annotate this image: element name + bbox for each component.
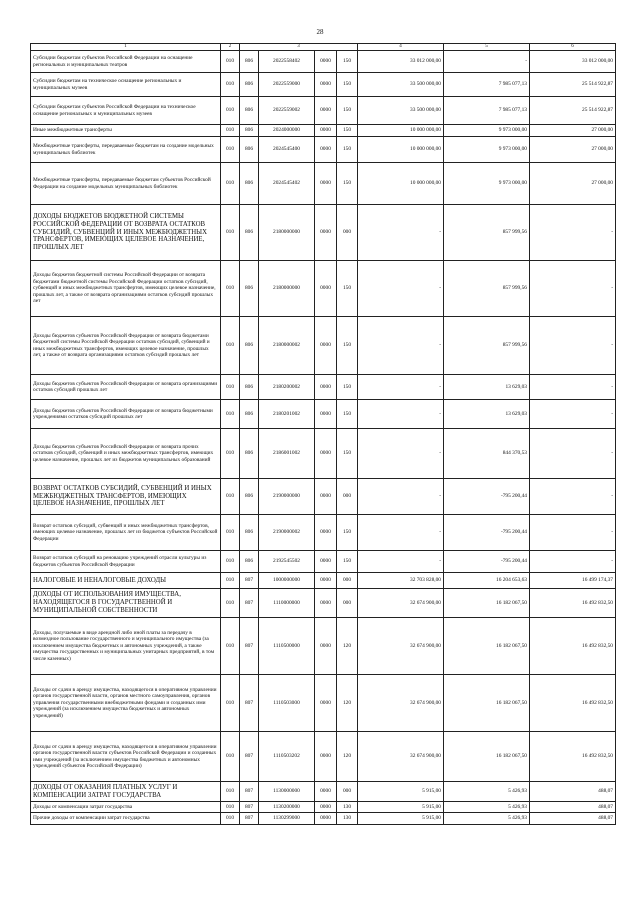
revenue-code-cell: 2180200002 <box>259 375 315 400</box>
table-row <box>31 375 616 400</box>
admin-code-cell: 806 <box>240 73 259 97</box>
table-row <box>31 618 616 675</box>
admin-code-cell: 807 <box>240 589 259 618</box>
executed-amount-cell: 5 426,93 <box>444 782 530 802</box>
revenue-code-cell: 2022558402 <box>259 51 315 73</box>
admin-code-cell: 806 <box>240 137 259 163</box>
subtype-code-cell: 150 <box>337 429 358 479</box>
subtype-code-cell: 000 <box>337 479 358 515</box>
unexecuted-amount-cell: - <box>530 479 616 515</box>
program-code-cell: 0000 <box>315 479 337 515</box>
subtype-code-cell: 150 <box>337 163 358 205</box>
row-name-cell: Межбюджетные трансферты, передаваемые бюджетам субъектов Российской Федерации на создание модельных муниципальных библиотек <box>31 163 221 205</box>
program-code-cell: 0000 <box>315 675 337 732</box>
unexecuted-amount-cell: - <box>530 429 616 479</box>
code-col-2-cell: 010 <box>221 782 240 802</box>
admin-code-cell: 806 <box>240 261 259 317</box>
column-number-cell: 3 <box>240 44 358 51</box>
approved-amount-cell: - <box>358 479 444 515</box>
executed-amount-cell: 857 999,56 <box>444 205 530 261</box>
admin-code-cell: 806 <box>240 317 259 375</box>
unexecuted-amount-cell: 488,07 <box>530 802 616 813</box>
code-col-2-cell: 010 <box>221 589 240 618</box>
code-col-2-cell: 010 <box>221 375 240 400</box>
unexecuted-amount-cell: - <box>530 317 616 375</box>
program-code-cell: 0000 <box>315 205 337 261</box>
subtype-code-cell: 120 <box>337 618 358 675</box>
program-code-cell: 0000 <box>315 400 337 429</box>
page-number: 28 <box>316 28 324 36</box>
column-number-cell: 5 <box>444 44 530 51</box>
row-name-cell: Межбюджетные трансферты, передаваемые бюджетам на создание модельных муниципальных библиотек <box>31 137 221 163</box>
executed-amount-cell: 5 426,93 <box>444 813 530 825</box>
approved-amount-cell: 32 674 900,00 <box>358 675 444 732</box>
unexecuted-amount-cell: 27 000,00 <box>530 137 616 163</box>
approved-amount-cell: - <box>358 429 444 479</box>
program-code-cell: 0000 <box>315 137 337 163</box>
subtype-code-cell: 150 <box>337 125 358 137</box>
revenue-code-cell: 2022559000 <box>259 73 315 97</box>
revenue-code-cell: 2022559002 <box>259 97 315 125</box>
admin-code-cell: 807 <box>240 813 259 825</box>
revenue-table <box>30 43 616 825</box>
program-code-cell: 0000 <box>315 813 337 825</box>
unexecuted-amount-cell: 16 492 832,50 <box>530 732 616 782</box>
table-row <box>31 73 616 97</box>
unexecuted-amount-cell: 488,07 <box>530 813 616 825</box>
code-col-2-cell: 010 <box>221 73 240 97</box>
table-row <box>31 163 616 205</box>
row-name-cell: ДОХОДЫ ОТ ИСПОЛЬЗОВАНИЯ ИМУЩЕСТВА, НАХОДЯЩЕГОСЯ В ГОСУДАРСТВЕННОЙ И МУНИЦИПАЛЬНОЙ СОБСТВЕННОСТИ <box>31 589 221 618</box>
row-name-cell: Субсидии бюджетам субъектов Российской Федерации на оснащение региональных и муниципальных театров <box>31 51 221 73</box>
admin-code-cell: 806 <box>240 515 259 551</box>
executed-amount-cell: 13 629,03 <box>444 375 530 400</box>
approved-amount-cell: - <box>358 205 444 261</box>
program-code-cell: 0000 <box>315 125 337 137</box>
admin-code-cell: 807 <box>240 573 259 589</box>
approved-amount-cell: 10 000 000,00 <box>358 137 444 163</box>
row-name-cell: Доходы бюджетов бюджетной системы Российской Федерации от возврата бюджетами бюджетной системы Российской Федерации остатков субсидий, субвенций и иных межбюджетных трансфертов, имеющих целевое назначение, прошлых лет, а также от возврата организациями остатков субсидий прошлых лет <box>31 261 221 317</box>
code-col-2-cell: 010 <box>221 618 240 675</box>
executed-amount-cell: 7 985 077,13 <box>444 73 530 97</box>
table-row <box>31 317 616 375</box>
unexecuted-amount-cell: 25 514 922,87 <box>530 97 616 125</box>
admin-code-cell: 806 <box>240 205 259 261</box>
code-col-2-cell: 010 <box>221 125 240 137</box>
subtype-code-cell: 150 <box>337 515 358 551</box>
executed-amount-cell: 16 182 067,50 <box>444 732 530 782</box>
program-code-cell: 0000 <box>315 163 337 205</box>
code-col-2-cell: 010 <box>221 97 240 125</box>
table-row <box>31 400 616 429</box>
code-col-2-cell: 010 <box>221 802 240 813</box>
executed-amount-cell: -795 200,44 <box>444 551 530 573</box>
row-name-cell: Доходы от сдачи в аренду имущества, находящегося в оперативном управлении органов государственной власти, органов местного самоуправления, органов управления государственными внебюджетными фондами и созданных ими учреждений (за исключением имущества бюджетных и автономных учреждений) <box>31 675 221 732</box>
table-row <box>31 429 616 479</box>
executed-amount-cell: 9 973 000,00 <box>444 163 530 205</box>
revenue-code-cell: 2180000002 <box>259 317 315 375</box>
code-col-2-cell: 010 <box>221 573 240 589</box>
executed-amount-cell: -795 200,44 <box>444 515 530 551</box>
admin-code-cell: 806 <box>240 429 259 479</box>
program-code-cell: 0000 <box>315 97 337 125</box>
revenue-code-cell: 2024545400 <box>259 137 315 163</box>
table-row <box>31 97 616 125</box>
approved-amount-cell: 33 500 000,00 <box>358 73 444 97</box>
column-number-cell: 4 <box>358 44 444 51</box>
unexecuted-amount-cell: 16 492 832,50 <box>530 675 616 732</box>
unexecuted-amount-cell: - <box>530 261 616 317</box>
program-code-cell: 0000 <box>315 375 337 400</box>
unexecuted-amount-cell: 488,07 <box>530 782 616 802</box>
subtype-code-cell: 150 <box>337 137 358 163</box>
row-name-cell: ВОЗВРАТ ОСТАТКОВ СУБСИДИЙ, СУБВЕНЦИЙ И ИНЫХ МЕЖБЮДЖЕТНЫХ ТРАНСФЕРТОВ, ИМЕЮЩИХ ЦЕЛЕВОЕ НАЗНАЧЕНИЕ, ПРОШЛЫХ ЛЕТ <box>31 479 221 515</box>
approved-amount-cell: 5 915,00 <box>358 782 444 802</box>
subtype-code-cell: 000 <box>337 589 358 618</box>
subtype-code-cell: 150 <box>337 551 358 573</box>
executed-amount-cell: 13 629,03 <box>444 400 530 429</box>
row-name-cell: Доходы бюджетов субъектов Российской Федерации от возврата организациями остатков субсидий прошлых лет <box>31 375 221 400</box>
code-col-2-cell: 010 <box>221 400 240 429</box>
admin-code-cell: 807 <box>240 618 259 675</box>
table-row <box>31 675 616 732</box>
approved-amount-cell: - <box>358 317 444 375</box>
approved-amount-cell: - <box>358 400 444 429</box>
unexecuted-amount-cell: - <box>530 551 616 573</box>
subtype-code-cell: 000 <box>337 782 358 802</box>
subtype-code-cell: 130 <box>337 802 358 813</box>
subtype-code-cell: 150 <box>337 317 358 375</box>
row-name-cell: Доходы от сдачи в аренду имущества, находящегося в оперативном управлении органов государственной власти субъектов Российской Федерации и созданных ими учреждений (за исключением имущества бюджетных и автономных учреждений субъектов Российской Федерации) <box>31 732 221 782</box>
code-col-2-cell: 010 <box>221 163 240 205</box>
code-col-2-cell: 010 <box>221 732 240 782</box>
row-name-cell: Возврат остатков субсидий на реновацию учреждений отрасли культуры из бюджетов субъектов Российской Федерации <box>31 551 221 573</box>
approved-amount-cell: - <box>358 515 444 551</box>
unexecuted-amount-cell: 27 000,00 <box>530 125 616 137</box>
revenue-code-cell: 2192545502 <box>259 551 315 573</box>
admin-code-cell: 806 <box>240 400 259 429</box>
row-name-cell: Субсидии бюджетам субъектов Российской Федерации на техническое оснащение региональных и муниципальных музеев <box>31 97 221 125</box>
program-code-cell: 0000 <box>315 317 337 375</box>
program-code-cell: 0000 <box>315 515 337 551</box>
row-name-cell: Доходы бюджетов субъектов Российской Федерации от возврата прочих остатков субсидий, субвенций и иных межбюджетных трансфертов, имеющих целевое назначение, прошлых лет из бюджетов муниципальных образований <box>31 429 221 479</box>
subtype-code-cell: 150 <box>337 400 358 429</box>
row-name-cell: Доходы бюджетов субъектов Российской Федерации от возврата бюджетами бюджетной системы Российской Федерации остатков субсидий, субвенций и иных межбюджетных трансфертов, имеющих целевое назначение, прошлых лет, а также от возврата организациями остатков субсидий прошлых лет <box>31 317 221 375</box>
subtype-code-cell: 150 <box>337 375 358 400</box>
table-row <box>31 125 616 137</box>
table-row <box>31 732 616 782</box>
program-code-cell: 0000 <box>315 261 337 317</box>
revenue-code-cell: 1000000000 <box>259 573 315 589</box>
revenue-code-cell: 1110503202 <box>259 732 315 782</box>
code-col-2-cell: 010 <box>221 479 240 515</box>
row-name-cell: ДОХОДЫ ОТ ОКАЗАНИЯ ПЛАТНЫХ УСЛУГ И КОМПЕНСАЦИИ ЗАТРАТ ГОСУДАРСТВА <box>31 782 221 802</box>
code-col-2-cell: 010 <box>221 429 240 479</box>
subtype-code-cell: 000 <box>337 573 358 589</box>
admin-code-cell: 806 <box>240 125 259 137</box>
admin-code-cell: 806 <box>240 375 259 400</box>
code-col-2-cell: 010 <box>221 515 240 551</box>
subtype-code-cell: 150 <box>337 73 358 97</box>
admin-code-cell: 807 <box>240 802 259 813</box>
revenue-code-cell: 2190000002 <box>259 515 315 551</box>
executed-amount-cell: 9 973 000,00 <box>444 137 530 163</box>
revenue-code-cell: 2024000000 <box>259 125 315 137</box>
program-code-cell: 0000 <box>315 51 337 73</box>
unexecuted-amount-cell: 27 000,00 <box>530 163 616 205</box>
executed-amount-cell: 16 204 653,63 <box>444 573 530 589</box>
table-row <box>31 813 616 825</box>
row-name-cell: Возврат остатков субсидий, субвенций и иных межбюджетных трансфертов, имеющих целевое назначение, прошлых лет из бюджетов субъектов Российской Федерации <box>31 515 221 551</box>
subtype-code-cell: 120 <box>337 675 358 732</box>
approved-amount-cell: - <box>358 551 444 573</box>
approved-amount-cell: 33 012 000,00 <box>358 51 444 73</box>
program-code-cell: 0000 <box>315 618 337 675</box>
revenue-code-cell: 2180201002 <box>259 400 315 429</box>
program-code-cell: 0000 <box>315 573 337 589</box>
subtype-code-cell: 120 <box>337 732 358 782</box>
code-col-2-cell: 010 <box>221 51 240 73</box>
code-col-2-cell: 010 <box>221 261 240 317</box>
row-name-cell: Доходы бюджетов субъектов Российской Федерации от возврата бюджетными учреждениями остатков субсидий прошлых лет <box>31 400 221 429</box>
executed-amount-cell: -795 200,44 <box>444 479 530 515</box>
program-code-cell: 0000 <box>315 732 337 782</box>
revenue-code-cell: 2180000000 <box>259 205 315 261</box>
unexecuted-amount-cell: 16 492 832,50 <box>530 618 616 675</box>
program-code-cell: 0000 <box>315 73 337 97</box>
revenue-code-cell: 2024545402 <box>259 163 315 205</box>
revenue-code-cell: 1110503000 <box>259 675 315 732</box>
revenue-code-cell: 2186001002 <box>259 429 315 479</box>
table-row <box>31 479 616 515</box>
approved-amount-cell: 32 674 900,00 <box>358 618 444 675</box>
approved-amount-cell: - <box>358 375 444 400</box>
admin-code-cell: 807 <box>240 732 259 782</box>
table-row <box>31 573 616 589</box>
approved-amount-cell: 10 000 000,00 <box>358 163 444 205</box>
table-row <box>31 137 616 163</box>
approved-amount-cell: 32 674 900,00 <box>358 589 444 618</box>
code-col-2-cell: 010 <box>221 551 240 573</box>
program-code-cell: 0000 <box>315 551 337 573</box>
unexecuted-amount-cell: - <box>530 205 616 261</box>
row-name-cell: Прочие доходы от компенсации затрат государства <box>31 813 221 825</box>
approved-amount-cell: 10 000 000,00 <box>358 125 444 137</box>
code-col-2-cell: 010 <box>221 813 240 825</box>
program-code-cell: 0000 <box>315 429 337 479</box>
unexecuted-amount-cell: - <box>530 375 616 400</box>
subtype-code-cell: 130 <box>337 813 358 825</box>
executed-amount-cell: 7 985 077,13 <box>444 97 530 125</box>
unexecuted-amount-cell: - <box>530 515 616 551</box>
executed-amount-cell: 5 426,93 <box>444 802 530 813</box>
approved-amount-cell: 33 500 000,00 <box>358 97 444 125</box>
column-number-cell: 1 <box>31 44 221 51</box>
executed-amount-cell: 857 999,56 <box>444 317 530 375</box>
table-row <box>31 261 616 317</box>
table-row <box>31 589 616 618</box>
executed-amount-cell: 16 182 067,50 <box>444 589 530 618</box>
subtype-code-cell: 000 <box>337 205 358 261</box>
admin-code-cell: 806 <box>240 97 259 125</box>
subtype-code-cell: 150 <box>337 51 358 73</box>
approved-amount-cell: 5 915,00 <box>358 813 444 825</box>
code-col-2-cell: 010 <box>221 137 240 163</box>
program-code-cell: 0000 <box>315 802 337 813</box>
subtype-code-cell: 150 <box>337 261 358 317</box>
unexecuted-amount-cell: 16 499 174,37 <box>530 573 616 589</box>
row-name-cell: Доходы, получаемые в виде арендной либо иной платы за передачу в возмездное пользование государственного и муниципального имущества (за исключением имущества бюджетных и автономных учреждений, а также имущества государственных и муниципальных унитарных предприятий, в том числе казенных) <box>31 618 221 675</box>
unexecuted-amount-cell: - <box>530 400 616 429</box>
admin-code-cell: 806 <box>240 163 259 205</box>
executed-amount-cell: 857 999,56 <box>444 261 530 317</box>
code-col-2-cell: 010 <box>221 205 240 261</box>
table-row <box>31 515 616 551</box>
program-code-cell: 0000 <box>315 589 337 618</box>
row-name-cell: Субсидии бюджетам на техническое оснащение региональных и муниципальных музеев <box>31 73 221 97</box>
column-number-cell: 6 <box>530 44 616 51</box>
subtype-code-cell: 150 <box>337 97 358 125</box>
table-row <box>31 51 616 73</box>
unexecuted-amount-cell: 25 514 922,87 <box>530 73 616 97</box>
code-col-2-cell: 010 <box>221 317 240 375</box>
table-row <box>31 802 616 813</box>
executed-amount-cell: 16 182 067,50 <box>444 618 530 675</box>
executed-amount-cell: 844 370,53 <box>444 429 530 479</box>
table-row <box>31 205 616 261</box>
row-name-cell: НАЛОГОВЫЕ И НЕНАЛОГОВЫЕ ДОХОДЫ <box>31 573 221 589</box>
approved-amount-cell: 32 674 900,00 <box>358 732 444 782</box>
column-number-cell: 2 <box>221 44 240 51</box>
revenue-code-cell: 1130000000 <box>259 782 315 802</box>
column-number-row <box>31 44 616 51</box>
revenue-code-cell: 1130299000 <box>259 813 315 825</box>
revenue-code-cell: 1110500000 <box>259 618 315 675</box>
admin-code-cell: 807 <box>240 782 259 802</box>
revenue-code-cell: 1110000000 <box>259 589 315 618</box>
approved-amount-cell: 32 703 828,00 <box>358 573 444 589</box>
unexecuted-amount-cell: 33 012 000,00 <box>530 51 616 73</box>
row-name-cell: ДОХОДЫ БЮДЖЕТОВ БЮДЖЕТНОЙ СИСТЕМЫ РОССИЙСКОЙ ФЕДЕРАЦИИ ОТ ВОЗВРАТА ОСТАТКОВ СУБСИДИЙ, СУБВЕНЦИЙ И ИНЫХ МЕЖБЮДЖЕТНЫХ ТРАНСФЕРТОВ, ИМЕЮЩИХ ЦЕЛЕВОЕ НАЗНАЧЕНИЕ, ПРОШЛЫХ ЛЕТ <box>31 205 221 261</box>
admin-code-cell: 806 <box>240 479 259 515</box>
unexecuted-amount-cell: 16 492 832,50 <box>530 589 616 618</box>
row-name-cell: Иные межбюджетные трансферты <box>31 125 221 137</box>
revenue-code-cell: 2190000000 <box>259 479 315 515</box>
executed-amount-cell: 9 973 000,00 <box>444 125 530 137</box>
revenue-code-cell: 2180000000 <box>259 261 315 317</box>
table-row <box>31 551 616 573</box>
executed-amount-cell: - <box>444 51 530 73</box>
admin-code-cell: 806 <box>240 551 259 573</box>
row-name-cell: Доходы от компенсации затрат государства <box>31 802 221 813</box>
revenue-code-cell: 1130200000 <box>259 802 315 813</box>
approved-amount-cell: 5 915,00 <box>358 802 444 813</box>
executed-amount-cell: 16 182 067,50 <box>444 675 530 732</box>
table-row <box>31 782 616 802</box>
code-col-2-cell: 010 <box>221 675 240 732</box>
admin-code-cell: 806 <box>240 51 259 73</box>
program-code-cell: 0000 <box>315 782 337 802</box>
approved-amount-cell: - <box>358 261 444 317</box>
admin-code-cell: 807 <box>240 675 259 732</box>
